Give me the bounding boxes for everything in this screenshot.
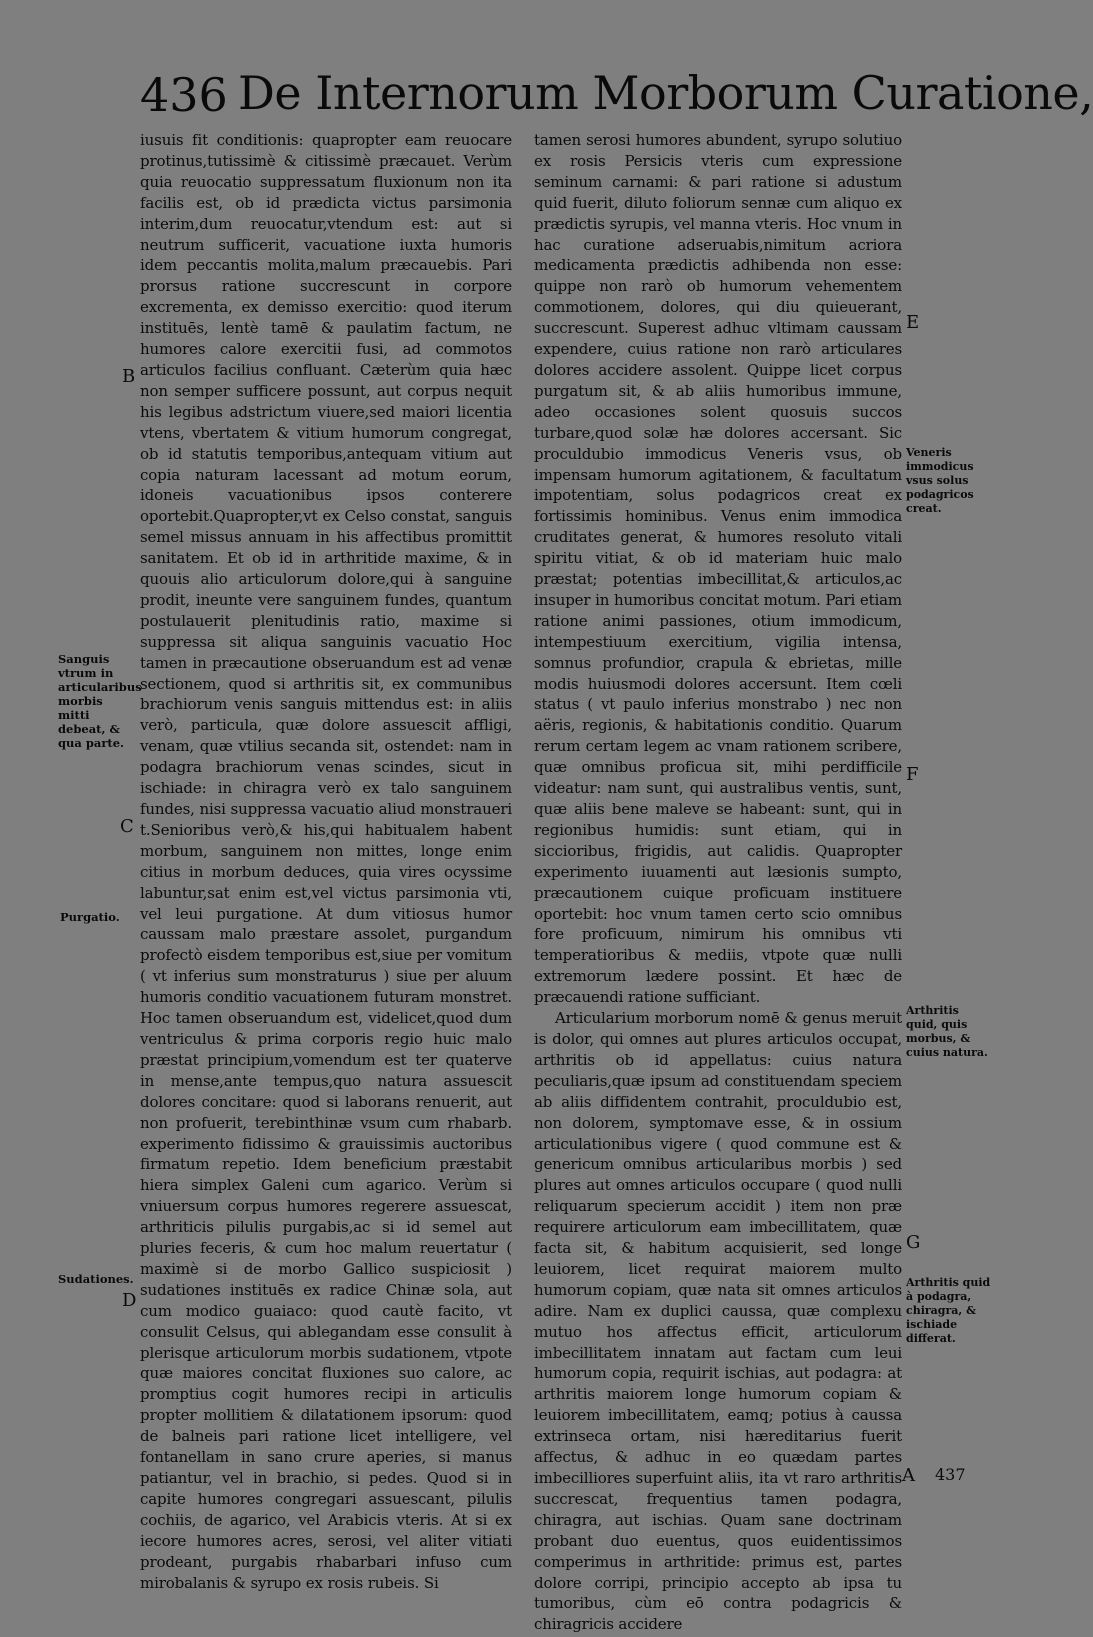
section-letter-c: C [120,816,134,837]
section-letter-g: G [906,1232,921,1253]
left-column [140,130,512,1593]
margin-note-arthritis-quid: Arthritis quid, quis morbus, & cuius natura. [906,1004,988,1059]
margin-note-purgatio: Purgatio. [60,910,120,924]
section-letter-f: F [906,764,919,785]
section-letter-d: D [122,1290,137,1311]
margin-note-arthritis-differat: Arthritis quid à podagra, chiragra, & ischiade differat. [906,1276,991,1345]
section-letter-b: B [122,366,136,387]
right-paragraph: Articularium morborum nomē & genus meruit is dolor, qui omnes aut plures articulos occupat, arthritis ob id appellatus: cuius natura peculiaris,quæ ipsum ad constituendam speciem ab aliis diffidentem contrahit, proculdubio est, non dolorem, symptomave esse, & in ossium articulationibus vigere ( quod commune est & genericum omnibus articularibus morbis ) sed plures aut omnes articulos occupare ( quod nulli reliquarum specierum accidit ) item non præ requirere articulorum eam imbecillitatem, quæ facta sit, & habitum acquisierit, sed longe leuiorem, licet requirat maiorem multo humorum copiam, quæ nata sit omnes articulos adire. Nam ex duplici caussa, quæ complexu mutuo hos affectus efficit, articulorum imbecillitatem innatam aut factam cum leui humorum copia, requirit ischias, aut podagra: at arthritis maiorem longe humorum copiam & leuiorem imbecillitatem, eamq; potius à caussa extrinseca ortam, nisi hæreditarius fuerit affectus, & adhuc in eo quædam partes imbecilliores superfuint aliis, ita vt raro arthritis succrescat, frequentius tamen podagra, chiragra, aut ischias. Quam sane doctrinam probant duo euentus, quos euidentissimos comperimus in arthritide: primus est, partes dolore corripi, principio accepto ab ipsa tu tumoribus, cùm eō contra podagricis & chiragricis accidere [534,1009,902,1634]
margin-note-sudationes: Sudationes. [58,1272,134,1286]
next-page-number: 437 [935,1465,966,1484]
right-paragraph: tamen serosi humores abundent, syrupo solutiuo ex rosis Persicis vteris cum expressione seminum carnami: & pari ratione si adustum quid fuerit, diluto foliorum sennæ cum aliquo ex prædictis syrupis, vel manna vteris. Hoc vnum in hac curatione adseruabis,nimitum acriora medicamenta prædictis adhibenda non esse: quippe non rarò ob humorum vehementem commotionem, dolores, qui diu quieuerant, succrescunt. Superest adhuc vltimam caussam expendere, cuius ratione non rarò articulares dolores accidere assolent. Quippe licet corpus purgatum sit, & ab aliis humoribus immune, adeo occasiones solent quosuis succos turbare,quod solæ hæ dolores accersant. Sic proculdubio immodicus Veneris vsus, ob impensam humorum agitationem, & facultatum impotentiam, solus podagricos creat ex fortissimis hominibus. Venus enim immodica cruditates generat, & humores resoluto vitali spiritu vitiat, & ob id materiam huic malo præstat; potentias imbecillitat,& articulos,ac insuper in humoribus concitat motum. Pari etiam ratione animi passiones, otium immodicum, intempestiuum exercitium, vigilia intensa, somnus profundior, crapula & ebrietas, mille modis huiusmodi dolores accersunt. Item cœli status ( vt paulo inferius monstrabo ) nec non aëris, regionis, & habitationis conditio. Quarum rerum certam legem ac vnam rationem scribere, quæ omnibus proficua sit, mihi perdifficile videatur: nam sunt, qui australibus ventis, sunt, quæ aliis bene maleve se habeant: sunt, qui in regionibus humidis: sunt etiam, qui in siccioribus, frigidis, aut calidis. Quapropter experimento iuuamenti aut læsionis sumpto, præcautionem cuique proficuam instituere oportebit: hoc vnum tamen certo scio omnibus fore proficuum, nimirum his omnibus vti temperatioribus & mediis, vtpote quæ nulli extremorum lædere possint. Et hæc de præcauendi ratione sufficiant. [534,131,902,1007]
right-column [534,130,902,1635]
page-number: 436 [140,68,228,122]
margin-note-veneris: Veneris immodicus vsus solus podagricos creat. [906,446,974,515]
section-letter-a: A [902,1465,915,1486]
left-paragraph: iusuis fit conditionis: quapropter eam reuocare protinus,tutissimè & citissimè præcauet. Verùm quia reuocatio suppressatum fluxionum non ita facilis est, ob id prædicta victus parsimonia interim,dum reuocatur,vtendum est: aut si neutrum sufficerit, vacuatione iuxta humoris idem peccantis molita,malum præcauebis. Pari prorsus ratione succrescunt in corpore excrementa, ex demisso exercitio: quod iterum instituēs, lentè tamē & paulatim factum, ne humores calore exercitii fusi, ad commotos articulos facilius confluant. Cæterùm quia hæc non semper sufficere possunt, aut corpus nequit his legibus adstrictum viuere,sed maiori licentia vtens, vbertatem & vitium humorum congregat, ob id statutis temporibus,antequam vitium aut copia naturam lacessant ad motum eorum, idoneis vacuationibus ipsos conterere oportebit.Quapropter,vt ex Celso constat, sanguis semel missus annuam in his affectibus promittit sanitatem. Et ob id in arthritide maxime, & in quouis alio articulorum dolore,qui à sanguine prodit, ineunte vere sanguinem fundes, quantum postulauerit plenitudinis ratio, maxime si suppressa sit aliqua sanguinis vacuatio Hoc tamen in præcautione obseruandum est ad venæ sectionem, quod si arthritis sit, ex communibus brachiorum venis sanguis mittendus est: in aliis verò, particula, quæ dolore assuescit affligi, venam, quæ vtilius secanda sit, ostendet: nam in podagra brachiorum venas scindes, sicut in ischiade: in chiragra verò ex talo sanguinem fundes, nisi suppressa vacuatio aliud monstraueri t.Senioribus verò,& his,qui habitualem habent morbum, sanguinem non mittes, longe enim citius in morbum deduces, quia vires ocyssime labuntur,sat enim est,vel victus parsimonia vti, vel leui purgatione. At dum vitiosus humor caussam malo præstare assolet, purgandum profectò eisdem temporibus est,siue per vomitum ( vt inferius sum monstraturus ) siue per aluum humoris conditio vacuationem futuram monstret. Hoc tamen obseruandum est, videlicet,quod dum ventriculus & prima corporis regio huic malo præstat principium,vomendum est ter quaterve in mense,ante tempus,quo natura assuescit dolores concitare: quod si laborans renuerit, aut non profuerit, terebinthinæ vsum cum rhabarb. experimento fidissimo & grauissimis auctoribus firmatum repetio. Idem beneficium præstabit hiera simplex Galeni cum agarico. Verùm si vniuersum corpus humores regerere assuescat, arthriticis pilulis purgabis,ac si id semel aut pluries feceris, & cum hoc malum reuertatur ( maximè si de morbo Gallico suspiciosit ) sudationes instituēs ex radice Chinæ sola, aut cum modico guaiaco: quod cautè facito, vt consulit Celsus, qui ablegandam esse consulit à plerisque articulorum morbis sudationem, vtpote quæ maiores concitat fluxiones suo calore, ac promptius cogit humores recipi in articulis propter mollitiem & dilatationem ipsorum: quod de balneis pari ratione licet intelligere, vel fontanellam in sano crure aperies, si manus patiantur, vel in brachio, si pedes. Quod si in capite humores congregari assuescant, pilulis cochiis, de agarico, vel Arabicis vteris. At si ex iecore humores acres, serosi, vel aliter vitiati prodeant, purgabis rhabarbari infuso cum mirobalanis & syrupo ex rosis rubeis. Si [140,131,512,1592]
running-title: De Internorum Morborum Curatione, [238,66,1093,120]
margin-note-sanguis: Sanguis vtrum in articularibus morbis mitti debeat, & qua parte. [58,652,142,750]
section-letter-e: E [906,312,920,333]
